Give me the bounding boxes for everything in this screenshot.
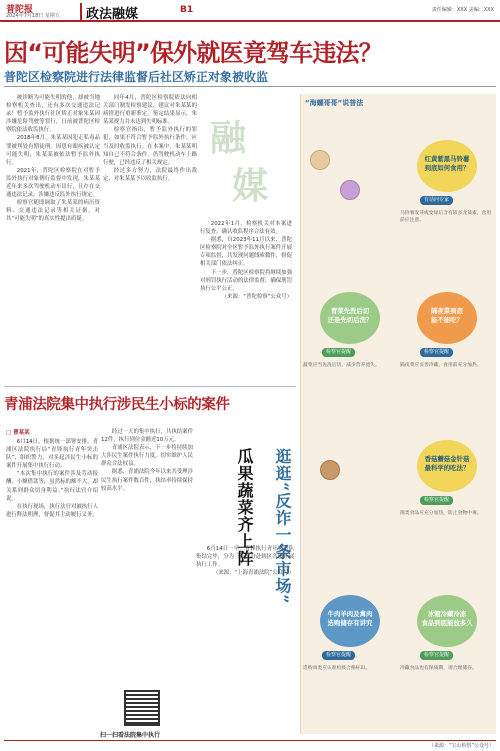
- decorative-calligraphy: [200, 110, 292, 220]
- info-card: [303, 595, 397, 647]
- info-card: [400, 595, 494, 647]
- card-title: 红黄紫黑马铃薯 到底如何食用？: [424, 155, 470, 172]
- paragraph: 在执行现场，执行法官对被执行人进行释法明理，督促其主动履行义务。: [6, 503, 98, 518]
- info-card: [400, 292, 494, 344]
- qr-code-icon[interactable]: [124, 690, 160, 726]
- masthead: [0, 0, 500, 22]
- issue-date: 2024年7月18日 星期五: [6, 13, 60, 19]
- card-tag: 有话问专家: [420, 196, 453, 205]
- qr-caption: 扫一扫看法院集中执行: [100, 732, 161, 739]
- paragraph: 经过多方努力，法院最终作出裁定，对朱某某予以收监执行。: [103, 167, 197, 182]
- paragraph: 青浦区法院表示，下一步将持续加大涉民生案件执行力度，切实维护人民群众合法权益。: [101, 445, 193, 468]
- mushroom-icon: [320, 460, 340, 480]
- divider: [4, 386, 296, 387]
- article2-column-3: [196, 545, 294, 665]
- info-card: [303, 292, 397, 344]
- main-subheadline: 普陀区检察院进行法律监督后社区矫正对象被收监: [4, 70, 269, 84]
- potato-icon: [310, 150, 330, 170]
- article-source: （来源：“上海青浦法院”公众号）: [212, 570, 294, 577]
- editors-credit: 责任编辑：XXX 美编：XXX: [431, 7, 494, 13]
- paragraph: 同年4月，普陀区检察院依法向相关部门制发检察建议，建议对朱某某的病情进行重新鉴定。鉴定结果显示，朱某某视力并未达到失明标准。: [103, 95, 197, 126]
- card-title: 隔夜菜到底 能不能吃？: [431, 307, 463, 324]
- paragraph: 经过一天的集中执行，共执结案件12件，执行到位金额近10万元。: [101, 429, 193, 444]
- paragraph: 2021年，普陀区检察院在对暂予监外执行对象例行监督中发现，朱某某近年来多次驾驶机动车出行，且存在交通违法记录，涉嫌违反监外执行规定。: [6, 167, 100, 199]
- article1-column-2: [103, 94, 197, 380]
- main-headline: 因“可能失明”保外就医竟驾车违法？: [4, 39, 382, 67]
- card-note: 隔夜菜应妥善冷藏，食用前充分加热。: [400, 363, 482, 368]
- card-note: 冷藏食品也有保质期，请合理储存。: [400, 666, 477, 671]
- article1-column-1: [6, 94, 100, 380]
- section-title: 政法融媒: [80, 3, 138, 22]
- article2-column-2: [101, 428, 193, 690]
- footer-divider: [4, 740, 496, 741]
- article-source: （来源：“普陀检察”公众号）: [221, 293, 292, 300]
- paragraph: 据悉，青浦法院今年以来共受理涉民生执行案件数百件，执结率持续保持较高水平。: [101, 469, 193, 492]
- card-title: 牛肉羊肉及禽肉 选购储存有讲究: [327, 610, 373, 627]
- paragraph: 检察官随即调取了朱某某的病历资料、交通违法记录等相关证据，对其“可能失明”的真实性提出质疑。: [6, 200, 100, 223]
- panel-source: （来源：“宝山检察”公众号）: [428, 743, 494, 749]
- card-note: 马铃薯发芽或变绿后含有较多龙葵素，食用前应注意。: [400, 211, 492, 223]
- info-card: [400, 440, 494, 492]
- card-tag: 检察官提醒: [322, 651, 355, 660]
- card-note: 菌类食品应充分加热，防止食物中毒。: [400, 511, 482, 516]
- card-tag: 检察官提醒: [420, 651, 453, 660]
- paper-name: 普陀报: [6, 5, 34, 15]
- page-number: B1: [180, 5, 194, 15]
- deco-char: 融: [210, 117, 247, 159]
- paragraph: 2018年8月，朱某某因犯走私毒品罪被判处有期徒刑。因患有眼疾被认定可能失明，朱某某被依法暂予监外执行。: [6, 135, 100, 166]
- vertical-headline: 瓜果蔬菜齐上阵: [235, 448, 254, 567]
- deco-char: 媒: [232, 165, 269, 207]
- paragraph: “本次集中执行的案件涉及劳动报酬、小额借款等，虽然标的额不大，却关系到群众切身利益。”执行法官介绍说。: [6, 471, 98, 502]
- card-tag: 检察官提醒: [420, 348, 453, 357]
- card-tag: 检察官提醒: [322, 348, 355, 357]
- card-title: 冰箱冷藏冷冻 食品到底能放多久: [421, 610, 473, 627]
- card-note: 选购肉类应认准检疫合格标识。: [303, 666, 371, 671]
- paragraph: 检察官指出，暂予监外执行的罪犯，如果不符合暂予监外执行条件，应当及时收监执行。在本案中，朱某某明知自己不符合条件，仍驾驶机动车上路行驶，已经违反了相关规定。: [103, 127, 197, 166]
- vertical-headline: 逛逛“反诈一条市场”: [273, 448, 292, 605]
- info-card: [400, 140, 494, 192]
- divider: [4, 86, 496, 87]
- card-tag: 检察官提醒: [420, 496, 453, 505]
- paragraph: 6月14日，根据统一部署安排，青浦区法院执行局“青锋执行青年突击队”，组织警力，对多起涉民生小标的案件开展集中执行行动。: [6, 439, 98, 470]
- card-title: 香菇蘑菇金针菇 最科学的吃法？: [424, 455, 470, 472]
- paragraph: 2022年1月，检察机关对本案进行复查，确认收监程序合法有效。: [200, 221, 292, 236]
- paragraph: 据悉，自2023年11月以来，普陀区检察院对全区暂予监外执行案件开展专项监督，共发现问题线索数件，督促相关部门依法纠正。: [200, 237, 292, 268]
- article2-column-1: [6, 438, 98, 734]
- paragraph: 下一步，普陀区检察院将继续加强对刑罚执行活动的法律监督，确保刑罚执行公平公正。: [200, 269, 292, 292]
- card-title: 青菜先洗后切 还是先切后洗？: [327, 307, 373, 324]
- article2-headline: 青浦法院集中执行涉民生小标的案件: [4, 397, 230, 413]
- paragraph: 被诊断为可能失明的他，却被当地检察机关查出，还有多次交通违法记录！暂予监外执行社区矫正对象朱某因涉嫌危险驾驶等罪行，日前被普陀区检察院依法收监执行。: [6, 95, 100, 134]
- article1-column-3: [200, 220, 292, 382]
- paragraph: 6月14日一早，青锋执行青年突击队集结完毕，分为三组，分赴辖区各镇开展执行工作。: [196, 546, 294, 569]
- panel-title: “海螺哥哥”说普法: [305, 99, 364, 107]
- card-note: 蔬菜应当先洗后切，减少营养流失。: [303, 363, 380, 368]
- potato-icon: [340, 180, 360, 200]
- article2-byline: □ 曹某某: [6, 430, 30, 436]
